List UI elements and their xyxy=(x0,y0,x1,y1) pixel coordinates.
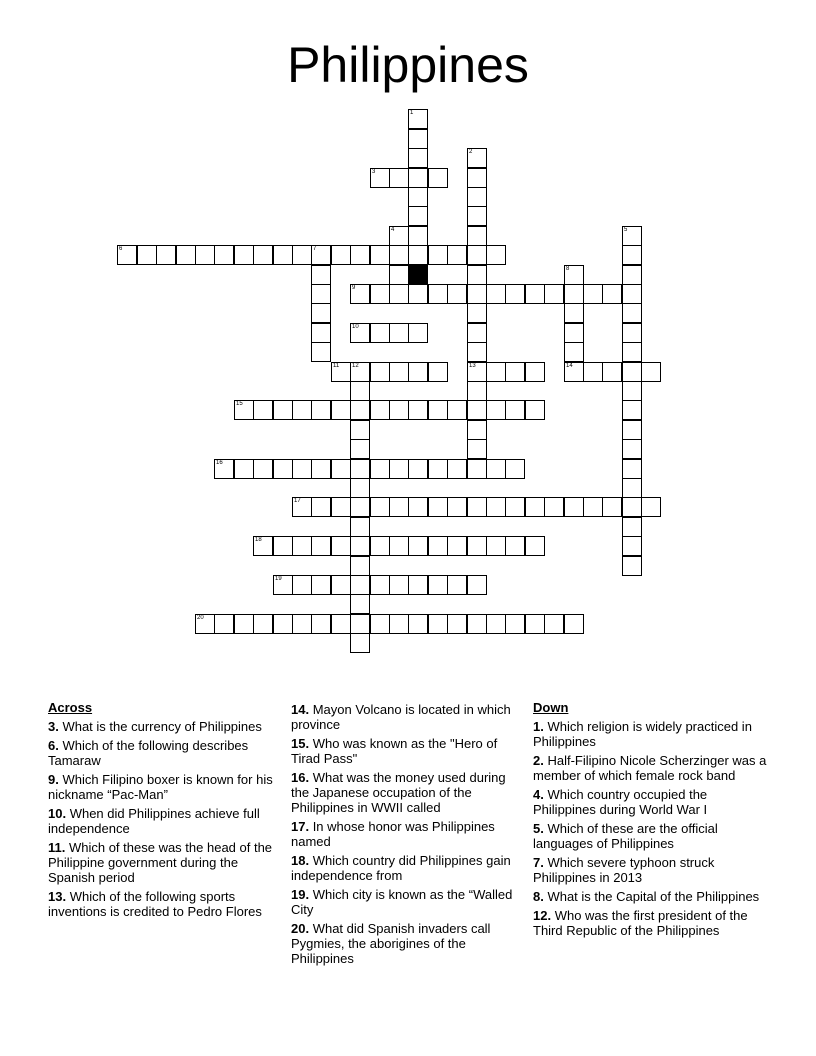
grid-cell[interactable] xyxy=(467,420,487,440)
grid-cell[interactable] xyxy=(389,459,409,479)
clue-number: 5 xyxy=(624,227,628,233)
down-clue-list xyxy=(533,719,773,938)
grid-cell[interactable] xyxy=(350,614,370,634)
grid-cell[interactable] xyxy=(486,284,506,304)
grid-cell[interactable] xyxy=(641,362,661,382)
clue xyxy=(533,821,773,851)
grid-cell[interactable] xyxy=(467,439,487,459)
grid-cell[interactable] xyxy=(622,420,642,440)
grid-cell[interactable] xyxy=(370,497,390,517)
clue-text: Which country did Philippines gain independence from xyxy=(291,853,511,883)
clue-text: What is the currency of Philippines xyxy=(58,719,262,734)
grid-cell[interactable] xyxy=(370,323,390,343)
grid-cell[interactable] xyxy=(622,245,642,265)
grid-cell[interactable] xyxy=(525,400,545,420)
clue xyxy=(533,908,773,938)
grid-cell[interactable] xyxy=(428,362,448,382)
grid-cell[interactable] xyxy=(564,614,584,634)
grid-cell[interactable] xyxy=(622,342,642,362)
clue-text: What was the money used during the Japanese occupation of the Philippines in WWII called xyxy=(291,770,506,815)
grid-cell[interactable] xyxy=(564,265,584,285)
grid-cell[interactable] xyxy=(408,362,428,382)
grid-cell[interactable] xyxy=(505,284,525,304)
grid-cell[interactable] xyxy=(428,245,448,265)
grid-cell[interactable] xyxy=(505,536,525,556)
grid-cell[interactable] xyxy=(331,497,351,517)
grid-cell[interactable] xyxy=(467,497,487,517)
grid-cell[interactable] xyxy=(389,245,409,265)
grid-cell[interactable] xyxy=(486,362,506,382)
grid-cell[interactable] xyxy=(467,226,487,246)
grid-cell[interactable] xyxy=(428,614,448,634)
grid-cell[interactable] xyxy=(467,400,487,420)
grid-cell[interactable] xyxy=(389,536,409,556)
grid-cell[interactable] xyxy=(273,245,293,265)
grid-cell[interactable] xyxy=(447,459,467,479)
grid-cell[interactable] xyxy=(525,284,545,304)
grid-cell[interactable] xyxy=(350,517,370,537)
grid-cell[interactable] xyxy=(564,362,584,382)
clue-number: 13 xyxy=(469,363,476,369)
clue xyxy=(291,702,516,732)
grid-cell[interactable] xyxy=(292,614,312,634)
clue-label-number: 7. xyxy=(533,855,544,870)
grid-cell[interactable] xyxy=(447,400,467,420)
clue xyxy=(291,921,516,966)
grid-cell[interactable] xyxy=(408,187,428,207)
grid-cell[interactable] xyxy=(292,536,312,556)
grid-cell[interactable] xyxy=(505,497,525,517)
grid-cell[interactable] xyxy=(311,284,331,304)
grid-cell[interactable] xyxy=(447,497,467,517)
grid-cell[interactable] xyxy=(350,575,370,595)
grid-cell[interactable] xyxy=(311,459,331,479)
clue xyxy=(533,889,773,904)
grid-cell[interactable] xyxy=(408,206,428,226)
clue-number: 19 xyxy=(275,576,282,582)
grid-cell[interactable] xyxy=(370,400,390,420)
grid-cell[interactable] xyxy=(467,381,487,401)
grid-cell[interactable] xyxy=(389,323,409,343)
grid-cell[interactable] xyxy=(428,575,448,595)
grid-cell[interactable] xyxy=(331,245,351,265)
grid-cell[interactable] xyxy=(467,342,487,362)
clue-label-number: 19. xyxy=(291,887,310,902)
across-heading: Across xyxy=(48,700,93,715)
grid-cell[interactable] xyxy=(467,265,487,285)
grid-cell[interactable] xyxy=(311,575,331,595)
grid-cell[interactable] xyxy=(505,614,525,634)
across-column-2 xyxy=(291,702,516,970)
grid-cell[interactable] xyxy=(370,536,390,556)
grid-cell[interactable] xyxy=(350,362,370,382)
grid-cell[interactable] xyxy=(525,614,545,634)
grid-cell[interactable] xyxy=(428,400,448,420)
grid-cell[interactable] xyxy=(564,497,584,517)
grid-cell[interactable] xyxy=(486,245,506,265)
grid-cell[interactable] xyxy=(350,439,370,459)
grid-cell[interactable] xyxy=(370,245,390,265)
grid-cell[interactable] xyxy=(214,614,234,634)
grid-cell[interactable] xyxy=(195,614,215,634)
grid-cell[interactable] xyxy=(408,148,428,168)
clue-number: 20 xyxy=(197,615,204,621)
grid-cell[interactable] xyxy=(389,614,409,634)
grid-cell[interactable] xyxy=(428,459,448,479)
clue-label-number: 20. xyxy=(291,921,310,936)
clue-label-number: 9. xyxy=(48,772,59,787)
grid-cell[interactable] xyxy=(622,439,642,459)
grid-cell[interactable] xyxy=(428,168,448,188)
grid-cell[interactable] xyxy=(622,284,642,304)
grid-cell[interactable] xyxy=(622,536,642,556)
grid-cell[interactable] xyxy=(214,459,234,479)
grid-cell[interactable] xyxy=(253,400,273,420)
clue xyxy=(533,753,773,783)
clue-text: Which country occupied the Philippines during World War I xyxy=(533,787,708,817)
grid-cell[interactable] xyxy=(311,536,331,556)
grid-cell[interactable] xyxy=(389,575,409,595)
clue-text: Which of these are the official languages of Philippines xyxy=(533,821,718,851)
grid-cell[interactable] xyxy=(583,497,603,517)
grid-cell[interactable] xyxy=(408,614,428,634)
grid-cell[interactable] xyxy=(564,303,584,323)
grid-cell[interactable] xyxy=(486,400,506,420)
grid-cell[interactable] xyxy=(602,497,622,517)
grid-cell[interactable] xyxy=(292,575,312,595)
grid-cell[interactable] xyxy=(311,497,331,517)
page-title: Philippines xyxy=(287,37,529,93)
grid-cell[interactable] xyxy=(234,400,254,420)
clue-number: 8 xyxy=(566,266,570,272)
grid-cell[interactable] xyxy=(447,284,467,304)
clue-number: 7 xyxy=(313,246,317,252)
clue-label-number: 15. xyxy=(291,736,310,751)
grid-cell[interactable] xyxy=(544,614,564,634)
black-cell xyxy=(408,265,428,285)
across-column-1 xyxy=(48,700,288,923)
clue-label-number: 4. xyxy=(533,787,544,802)
grid-cell[interactable] xyxy=(350,420,370,440)
grid-cell[interactable] xyxy=(370,284,390,304)
grid-cell[interactable] xyxy=(408,245,428,265)
grid-cell[interactable] xyxy=(370,614,390,634)
grid-cell[interactable] xyxy=(292,497,312,517)
clue-label-number: 14. xyxy=(291,702,310,717)
grid-cell[interactable] xyxy=(311,303,331,323)
grid-cell[interactable] xyxy=(408,226,428,246)
grid-cell[interactable] xyxy=(350,536,370,556)
clue-number: 10 xyxy=(352,324,359,330)
grid-cell[interactable] xyxy=(447,614,467,634)
grid-cell[interactable] xyxy=(253,459,273,479)
grid-cell[interactable] xyxy=(331,614,351,634)
grid-cell[interactable] xyxy=(467,323,487,343)
clue-number: 17 xyxy=(294,498,301,504)
clue-number: 11 xyxy=(333,363,340,369)
grid-cell[interactable] xyxy=(253,245,273,265)
clue-number: 14 xyxy=(566,363,573,369)
clue xyxy=(291,770,516,815)
clue-number: 9 xyxy=(352,285,356,291)
grid-cell[interactable] xyxy=(467,148,487,168)
grid-cell[interactable] xyxy=(195,245,215,265)
grid-cell[interactable] xyxy=(486,459,506,479)
grid-cell[interactable] xyxy=(564,342,584,362)
grid-cell[interactable] xyxy=(331,362,351,382)
grid-cell[interactable] xyxy=(370,362,390,382)
clue xyxy=(48,840,288,885)
clue xyxy=(48,738,288,768)
grid-cell[interactable] xyxy=(408,400,428,420)
grid-cell[interactable] xyxy=(311,400,331,420)
clue-text: When did Philippines achieve full independence xyxy=(48,806,260,836)
clue-text: Which severe typhoon struck Philippines in 2013 xyxy=(533,855,715,885)
clue-text: Which city is known as the “Walled City xyxy=(291,887,513,917)
clue-number: 2 xyxy=(469,149,473,155)
clue-number: 16 xyxy=(216,460,223,466)
clue xyxy=(48,772,288,802)
grid-cell[interactable] xyxy=(602,362,622,382)
grid-cell[interactable] xyxy=(234,459,254,479)
down-heading: Down xyxy=(533,700,569,715)
grid-cell[interactable] xyxy=(350,323,370,343)
grid-cell[interactable] xyxy=(428,497,448,517)
clue xyxy=(533,855,773,885)
grid-cell[interactable] xyxy=(389,497,409,517)
grid-cell[interactable] xyxy=(467,206,487,226)
grid-cell[interactable] xyxy=(467,187,487,207)
grid-cell[interactable] xyxy=(389,265,409,285)
clue-text: Half-Filipino Nicole Scherzinger was a member of which female rock band xyxy=(533,753,767,783)
grid-cell[interactable] xyxy=(408,109,428,129)
grid-cell[interactable] xyxy=(622,303,642,323)
grid-cell[interactable] xyxy=(622,400,642,420)
clue-label-number: 10. xyxy=(48,806,67,821)
clue xyxy=(533,787,773,817)
clue-text: Which of the following describes Tamaraw xyxy=(48,738,249,768)
grid-cell[interactable] xyxy=(234,614,254,634)
grid-cell[interactable] xyxy=(331,536,351,556)
grid-cell[interactable] xyxy=(408,168,428,188)
grid-cell[interactable] xyxy=(447,575,467,595)
grid-cell[interactable] xyxy=(350,400,370,420)
grid-cell[interactable] xyxy=(525,536,545,556)
grid-cell[interactable] xyxy=(583,284,603,304)
clue-label-number: 16. xyxy=(291,770,310,785)
clue-number: 6 xyxy=(119,246,123,252)
grid-cell[interactable] xyxy=(350,245,370,265)
grid-cell[interactable] xyxy=(389,400,409,420)
grid-cell[interactable] xyxy=(389,226,409,246)
grid-cell[interactable] xyxy=(564,323,584,343)
grid-cell[interactable] xyxy=(389,362,409,382)
grid-cell[interactable] xyxy=(273,614,293,634)
grid-cell[interactable] xyxy=(622,381,642,401)
grid-cell[interactable] xyxy=(331,459,351,479)
grid-cell[interactable] xyxy=(525,497,545,517)
across-clue-list-1 xyxy=(48,719,288,919)
grid-cell[interactable] xyxy=(137,245,157,265)
grid-cell[interactable] xyxy=(544,497,564,517)
grid-cell[interactable] xyxy=(447,245,467,265)
clue-label-number: 6. xyxy=(48,738,59,753)
grid-cell[interactable] xyxy=(350,594,370,614)
grid-cell[interactable] xyxy=(467,168,487,188)
grid-cell[interactable] xyxy=(622,362,642,382)
clue-number: 4 xyxy=(391,227,395,233)
grid-cell[interactable] xyxy=(311,265,331,285)
clue-text: Who was known as the "Hero of Tirad Pass" xyxy=(291,736,498,766)
grid-cell[interactable] xyxy=(505,362,525,382)
grid-cell[interactable] xyxy=(622,323,642,343)
grid-cell[interactable] xyxy=(622,556,642,576)
clue-label-number: 3. xyxy=(48,719,59,734)
grid-cell[interactable] xyxy=(467,536,487,556)
clue-number: 18 xyxy=(255,537,262,543)
grid-cell[interactable] xyxy=(408,536,428,556)
grid-cell[interactable] xyxy=(389,168,409,188)
clue-text: Who was the first president of the Third Republic of the Philippines xyxy=(533,908,748,938)
grid-cell[interactable] xyxy=(408,575,428,595)
grid-cell[interactable] xyxy=(273,575,293,595)
clue-text: Which of the following sports inventions is credited to Pedro Flores xyxy=(48,889,262,919)
clue-label-number: 8. xyxy=(533,889,544,904)
grid-cell[interactable] xyxy=(370,575,390,595)
grid-cell[interactable] xyxy=(467,245,487,265)
grid-cell[interactable] xyxy=(505,459,525,479)
grid-cell[interactable] xyxy=(292,400,312,420)
clue-text: In whose honor was Philippines named xyxy=(291,819,495,849)
down-column xyxy=(533,700,773,942)
grid-cell[interactable] xyxy=(156,245,176,265)
grid-cell[interactable] xyxy=(583,362,603,382)
clue-label-number: 17. xyxy=(291,819,310,834)
grid-cell[interactable] xyxy=(622,517,642,537)
grid-cell[interactable] xyxy=(428,284,448,304)
across-clue-list-2 xyxy=(291,702,516,966)
clue-number: 12 xyxy=(352,363,359,369)
grid-cell[interactable] xyxy=(467,284,487,304)
grid-cell[interactable] xyxy=(408,284,428,304)
clue xyxy=(48,889,288,919)
grid-cell[interactable] xyxy=(311,323,331,343)
grid-cell[interactable] xyxy=(253,614,273,634)
clue-text: Which of these was the head of the Philippine government during the Spanish period xyxy=(48,840,273,885)
clue-label-number: 1. xyxy=(533,719,544,734)
grid-cell[interactable] xyxy=(370,459,390,479)
clue-label-number: 12. xyxy=(533,908,552,923)
clue xyxy=(48,806,288,836)
grid-cell[interactable] xyxy=(602,284,622,304)
grid-cell[interactable] xyxy=(486,614,506,634)
grid-cell[interactable] xyxy=(292,245,312,265)
grid-cell[interactable] xyxy=(622,459,642,479)
grid-cell[interactable] xyxy=(350,459,370,479)
grid-cell[interactable] xyxy=(486,536,506,556)
grid-cell[interactable] xyxy=(311,245,331,265)
grid-cell[interactable] xyxy=(505,400,525,420)
grid-cell[interactable] xyxy=(408,129,428,149)
clue xyxy=(48,719,288,734)
grid-cell[interactable] xyxy=(234,245,254,265)
clue-text: What did Spanish invaders call Pygmies, the aborigines of the Philippines xyxy=(291,921,491,966)
grid-cell[interactable] xyxy=(214,245,234,265)
grid-cell[interactable] xyxy=(331,400,351,420)
grid-cell[interactable] xyxy=(467,362,487,382)
clue-label-number: 18. xyxy=(291,853,310,868)
clue-text: Mayon Volcano is located in which province xyxy=(291,702,511,732)
grid-cell[interactable] xyxy=(622,265,642,285)
clue xyxy=(291,736,516,766)
grid-cell[interactable] xyxy=(467,614,487,634)
grid-cell[interactable] xyxy=(641,497,661,517)
clue-text: Which religion is widely practiced in Philippines xyxy=(533,719,752,749)
grid-cell[interactable] xyxy=(525,362,545,382)
grid-cell[interactable] xyxy=(176,245,196,265)
clue xyxy=(291,819,516,849)
grid-cell[interactable] xyxy=(447,536,467,556)
grid-cell[interactable] xyxy=(273,400,293,420)
grid-cell[interactable] xyxy=(408,497,428,517)
grid-cell[interactable] xyxy=(467,575,487,595)
grid-cell[interactable] xyxy=(370,168,390,188)
grid-cell[interactable] xyxy=(467,303,487,323)
grid-cell[interactable] xyxy=(544,284,564,304)
clue-label-number: 2. xyxy=(533,753,544,768)
clue-number: 15 xyxy=(236,401,243,407)
grid-cell[interactable] xyxy=(350,381,370,401)
clue xyxy=(291,887,516,917)
clue-label-number: 5. xyxy=(533,821,544,836)
grid-cell[interactable] xyxy=(486,497,506,517)
grid-cell[interactable] xyxy=(428,536,448,556)
grid-cell[interactable] xyxy=(311,614,331,634)
clue xyxy=(291,853,516,883)
grid-cell[interactable] xyxy=(408,459,428,479)
grid-cell[interactable] xyxy=(408,323,428,343)
grid-cell[interactable] xyxy=(350,497,370,517)
clue xyxy=(533,719,773,749)
grid-cell[interactable] xyxy=(311,342,331,362)
clue-label-number: 13. xyxy=(48,889,67,904)
grid-cell[interactable] xyxy=(331,575,351,595)
clue-number: 3 xyxy=(372,169,376,175)
grid-cell[interactable] xyxy=(273,536,293,556)
grid-cell[interactable] xyxy=(253,536,273,556)
grid-cell[interactable] xyxy=(622,478,642,498)
grid-cell[interactable] xyxy=(622,226,642,246)
clue-label-number: 11. xyxy=(48,840,66,855)
grid-cell[interactable] xyxy=(350,556,370,576)
grid-cell[interactable] xyxy=(117,245,137,265)
grid-cell[interactable] xyxy=(389,284,409,304)
grid-cell[interactable] xyxy=(350,284,370,304)
grid-cell[interactable] xyxy=(273,459,293,479)
clue-text: What is the Capital of the Philippines xyxy=(543,889,760,904)
grid-cell[interactable] xyxy=(622,497,642,517)
clue-number: 1 xyxy=(410,110,414,116)
grid-cell[interactable] xyxy=(467,459,487,479)
grid-cell[interactable] xyxy=(350,633,370,653)
grid-cell[interactable] xyxy=(350,478,370,498)
grid-cell[interactable] xyxy=(292,459,312,479)
clue-text: Which Filipino boxer is known for his nickname “Pac-Man” xyxy=(48,772,273,802)
grid-cell[interactable] xyxy=(564,284,584,304)
